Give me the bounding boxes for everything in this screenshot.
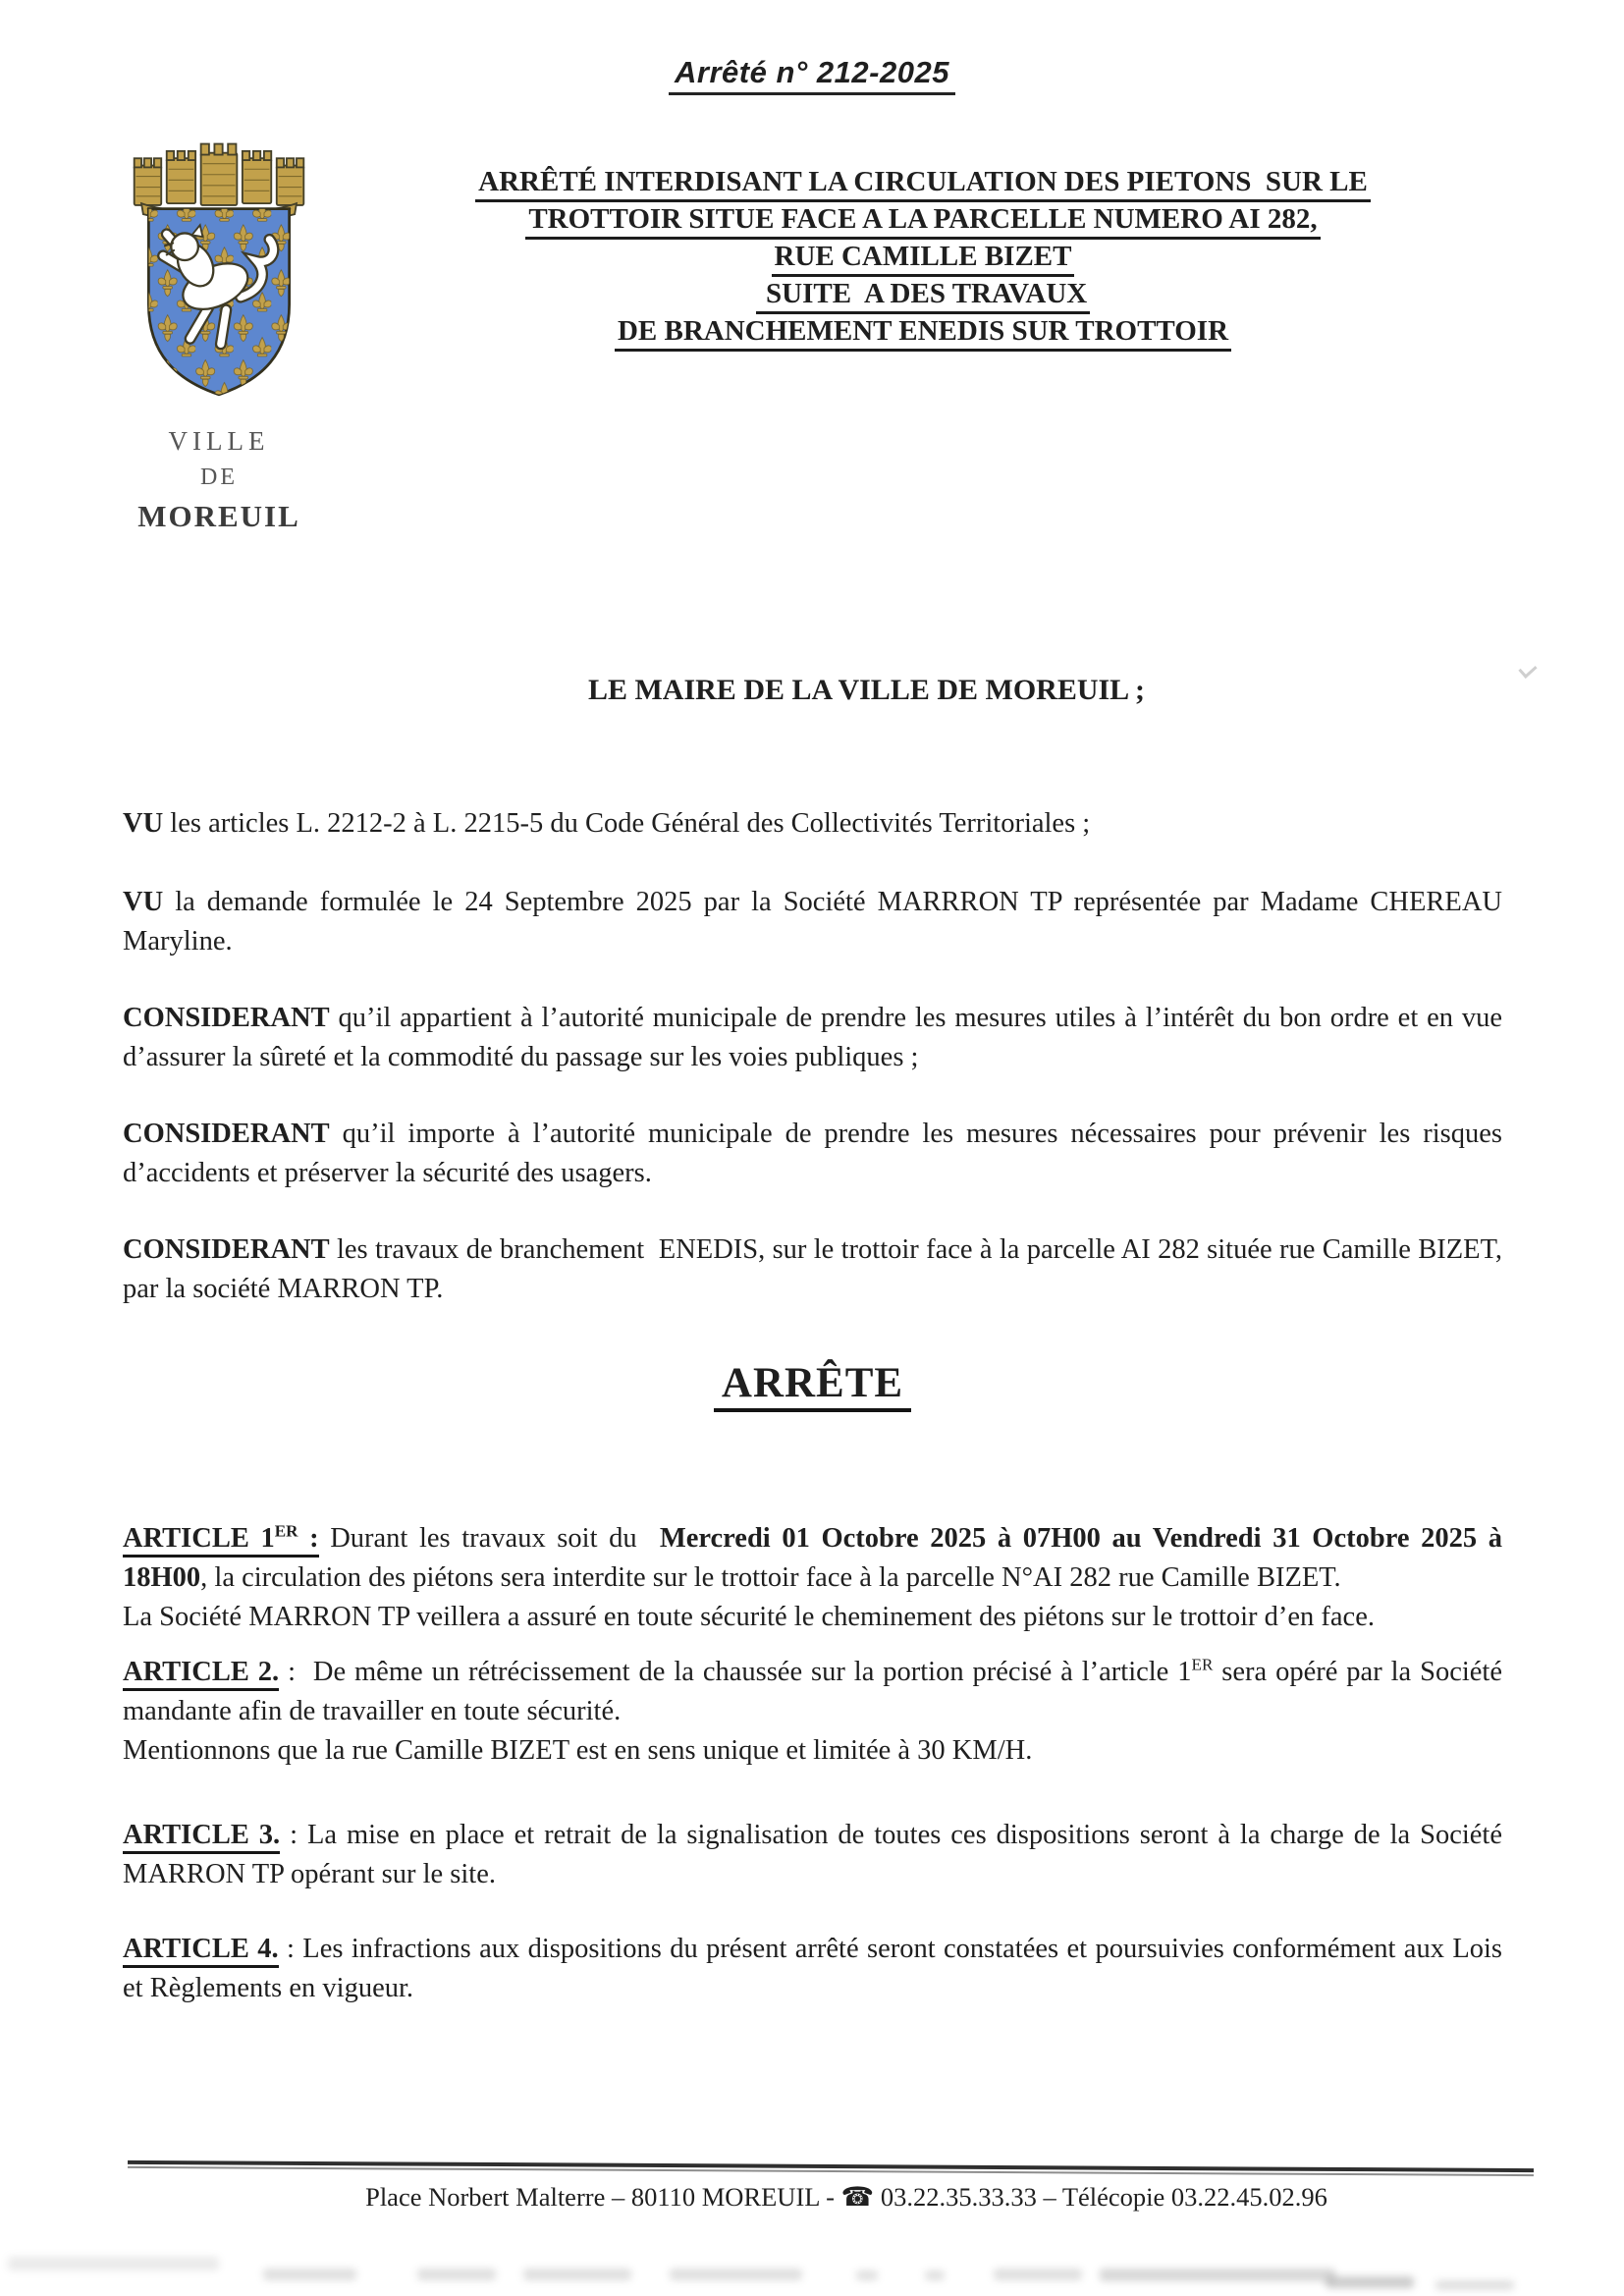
recital-vu-1 — [123, 804, 1502, 844]
city-name-line-3: MOREUIL — [137, 499, 300, 533]
bottom-smudge — [670, 2269, 802, 2280]
decree-body — [123, 643, 1510, 2008]
bottom-smudge — [856, 2270, 878, 2280]
recital-text: qu’il appartient à l’autorité municipale de prendre les mesures utiles à l’intérêt du bon ordre et en vue d’assurer la sûreté et la commodité du passage sur les voies publiques ; — [123, 1003, 1510, 1072]
recital-text: la demande formulée le 24 Septembre 2025 par la Société MARRRON TP représentée par Madame CHEREAU Maryline. — [123, 887, 1510, 957]
bottom-smudge — [263, 2269, 356, 2280]
title-line-3: RUE CAMILLE BIZET — [349, 238, 1497, 275]
article-2 — [123, 1653, 1510, 1771]
article-1 — [123, 1519, 1510, 1637]
title-line-5: DE BRANCHEMENT ENEDIS SUR TROTTOIR — [349, 312, 1497, 350]
article-2-label: ARTICLE 2. — [123, 1657, 279, 1691]
recital-considerant-3 — [123, 1230, 1510, 1309]
bottom-smudge — [8, 2257, 219, 2270]
article-3-body: : La mise en place et retrait de la signalisation de toutes ces dispositions seront à la charge de la Société MARRON TP opérant sur le site. — [123, 1820, 1510, 1889]
phone-icon: ☎ — [840, 2182, 875, 2213]
bottom-smudge — [1100, 2269, 1335, 2281]
article-2-body: : De même un rétrécissement de la chaussée sur la portion précisé à l’article 1ER sera opéré par la Société mandante afin de travailler en toute sécurité. Mentionnons que la rue Camille BIZET est en sens unique et limitée à 30 KM/H. — [123, 1655, 1510, 1766]
article-4 — [123, 1930, 1510, 2008]
bottom-smudge — [925, 2270, 945, 2280]
bottom-smudge — [417, 2269, 496, 2280]
recital-label: VU — [123, 808, 164, 839]
article-3 — [123, 1816, 1510, 1894]
title-line-2: TROTTOIR SITUE FACE A LA PARCELLE NUMERO AI 282, — [349, 200, 1497, 238]
footer-address-pre: Place Norbert Malterre – 80110 MOREUIL - — [365, 2182, 841, 2212]
bottom-smudge — [523, 2269, 631, 2280]
bottom-smudge — [994, 2269, 1082, 2280]
city-name-line-2: DE — [200, 465, 238, 490]
article-3-label: ARTICLE 3. — [123, 1820, 280, 1854]
recital-considerant-1 — [123, 999, 1510, 1077]
recital-label: CONSIDERANT — [123, 1003, 330, 1033]
footer-rule — [128, 2160, 1534, 2176]
moreuil-coat-of-arms-icon — [120, 122, 318, 420]
recital-label: CONSIDERANT — [123, 1234, 330, 1265]
article-1-label: ARTICLE 1ER : — [123, 1523, 319, 1558]
article-1-body: Durant les travaux soit du Mercredi 01 Octobre 2025 à 07H00 au Vendredi 31 Octobre 2025 à 18H00, la circulation des piétons sera interdite sur le trottoir face à la parcelle N°AI 282 rue Camille BIZET. La Société MARRON TP veillera a assuré en toute sécurité le cheminement des piétons sur le trottoir d’en face. — [123, 1523, 1510, 1632]
bottom-smudge — [1435, 2280, 1514, 2290]
article-4-label: ARTICLE 4. — [123, 1934, 279, 1968]
article-4-body: : Les infractions aux dispositions du présent arrêté seront constatées et poursuivies conformément aux Lois et Règlements en vigueur. — [123, 1934, 1510, 2003]
city-emblem-block — [114, 122, 324, 534]
recital-label: CONSIDERANT — [123, 1119, 330, 1149]
decree-heading-arrete: ARRÊTE — [123, 1364, 1502, 1403]
decree-reference: Arrêté n° 212-2025 — [0, 55, 1624, 90]
recital-vu-2 — [123, 883, 1510, 961]
title-line-1: ARRÊTÉ INTERDISANT LA CIRCULATION DES PIETONS SUR LE — [349, 163, 1497, 200]
footer-address-post: 03.22.35.33.33 – Télécopie 03.22.45.02.96 — [874, 2182, 1327, 2212]
mayor-heading: LE MAIRE DE LA VILLE DE MOREUIL ; — [587, 674, 1146, 706]
main-title — [349, 163, 1497, 350]
footer-address — [0, 2182, 1624, 2213]
bottom-smudge — [1326, 2276, 1414, 2288]
recital-text: les articles L. 2212-2 à L. 2215-5 du Code Général des Collectivités Territoriales ; — [163, 808, 1091, 839]
title-line-4: SUITE A DES TRAVAUX — [349, 275, 1497, 312]
recital-label: VU — [123, 887, 164, 917]
recital-text: qu’il importe à l’autorité municipale de prendre les mesures nécessaires pour prévenir les risques d’accidents et préserver la sécurité des usagers. — [123, 1119, 1510, 1188]
recital-considerant-2 — [123, 1115, 1510, 1193]
recital-text: les travaux de branchement ENEDIS, sur le trottoir face à la parcelle AI 282 située rue Camille BIZET, par la société MARRON TP. — [123, 1234, 1510, 1304]
scan-artifact — [1518, 660, 1537, 679]
city-name-line-1: VILLE — [168, 426, 270, 456]
